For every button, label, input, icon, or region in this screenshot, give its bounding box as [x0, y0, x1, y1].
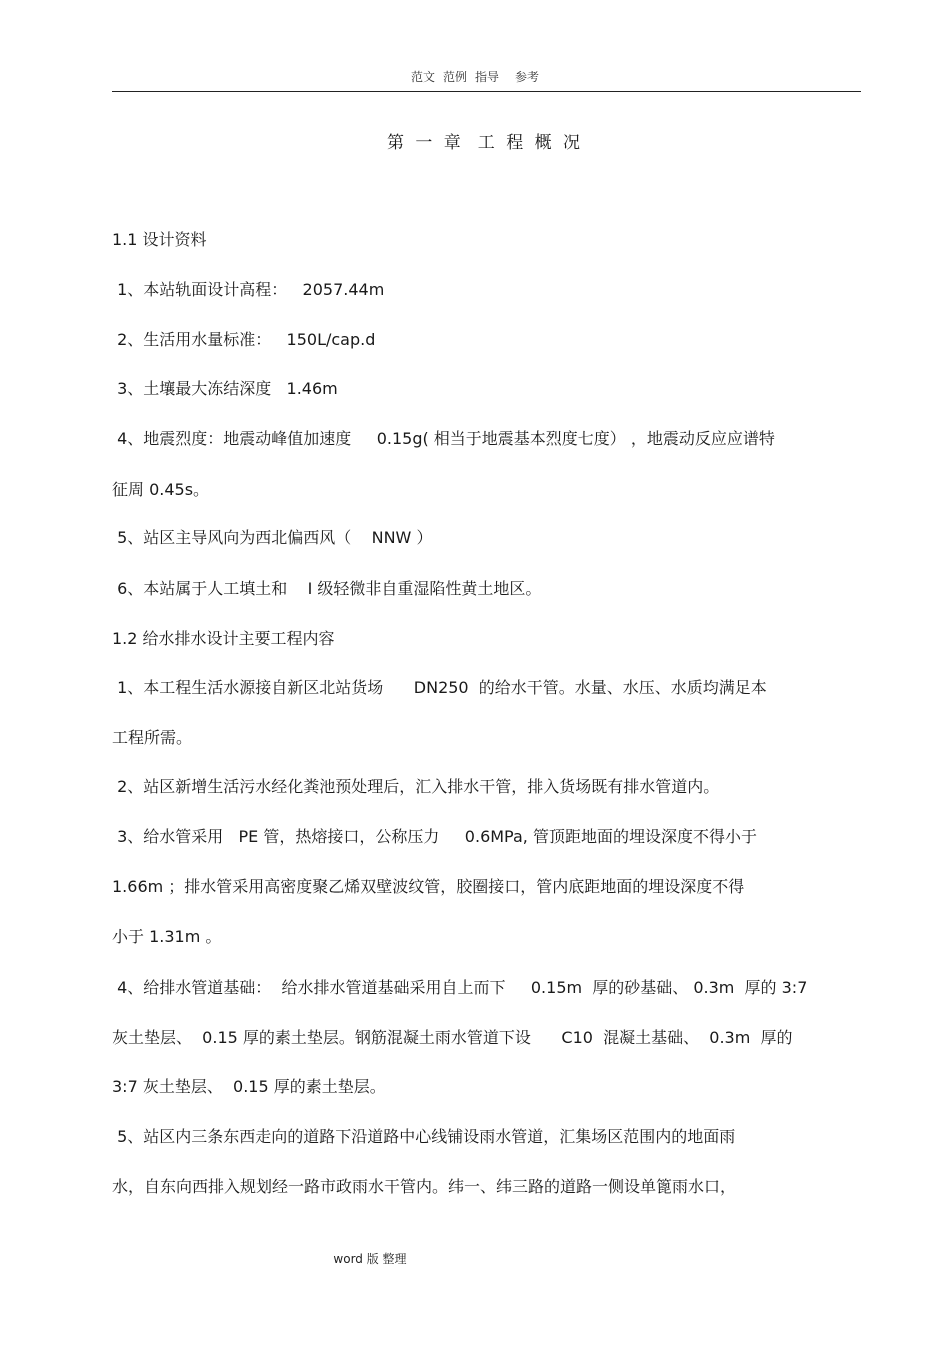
paragraph-line: 1、本工程生活水源接自新区北站货场 DN250 的给水干管。水量、水压、水质均满足本 — [112, 678, 767, 697]
paragraph-line: 2、站区新增生活污水经化粪池预处理后，汇入排水干管，排入货场既有排水管道内。 — [112, 777, 720, 796]
paragraph-line: 小于 1.31m 。 — [112, 927, 222, 946]
header-item: 范文 — [410, 70, 435, 84]
paragraph-line: 水，自东向西排入规划经一路市政雨水干管内。纬一、纬三路的道路一侧设单篦雨水口， — [112, 1177, 737, 1196]
paragraph-line: 征周 0.45s。 — [112, 480, 210, 499]
paragraph-line: 4、给排水管道基础： 给水排水管道基础采用自上而下 0.15m 厚的砂基础、 0.3m 厚的 3:7 — [112, 978, 808, 997]
paragraph-line: 2、生活用水量标准： 150L/cap.d — [112, 330, 376, 349]
header-item: 参考 — [515, 70, 540, 84]
paragraph-line: 5、站区主导风向为西北偏西风（ NNW ） — [112, 528, 433, 547]
paragraph-line: 6、本站属于人工填土和 I 级轻微非自重湿陷性黄土地区。 — [112, 579, 542, 598]
section-heading: 1.2 给水排水设计主要工程内容 — [112, 629, 335, 648]
paragraph-line: 1、本站轨面设计高程： 2057.44m — [112, 280, 385, 299]
paragraph-line: 3、土壤最大冻结深度 1.46m — [112, 379, 338, 398]
paragraph-line: 5、站区内三条东西走向的道路下沿道路中心线铺设雨水管道，汇集场区范围内的地面雨 — [112, 1127, 736, 1146]
section-heading: 1.1 设计资料 — [112, 230, 207, 249]
paragraph-line: 4、地震烈度：地震动峰值加速度 0.15g( 相当于地震基本烈度七度） ，地震动反应应谱特 — [112, 429, 775, 448]
paragraph-line: 灰土垫层、 0.15 厚的素土垫层。钢筋混凝土雨水管道下设 C10 混凝土基础、 0.3m 厚的 — [112, 1028, 793, 1047]
paragraph-line: 3、给水管采用 PE 管，热熔接口，公称压力 0.6MPa, 管顶距地面的埋设深度不得小于 — [112, 827, 757, 846]
page-header — [0, 68, 950, 85]
paragraph-line: 工程所需。 — [112, 728, 193, 747]
paragraph-line: 3:7 灰土垫层、 0.15 厚的素土垫层。 — [112, 1077, 386, 1096]
chapter-name: 工 程 概 况 — [477, 133, 584, 153]
header-item: 范例 — [442, 70, 467, 84]
paragraph-line: 1.66m ；排水管采用高密度聚乙烯双壁波纹管，胶圈接口，管内底距地面的埋设深度不得 — [112, 877, 745, 896]
header-item: 指导 — [475, 70, 500, 84]
chapter-number: 第 一 章 — [386, 133, 464, 153]
page-footer: word 版 整理 — [333, 1252, 407, 1266]
chapter-title — [0, 128, 950, 153]
header-rule — [112, 91, 861, 92]
